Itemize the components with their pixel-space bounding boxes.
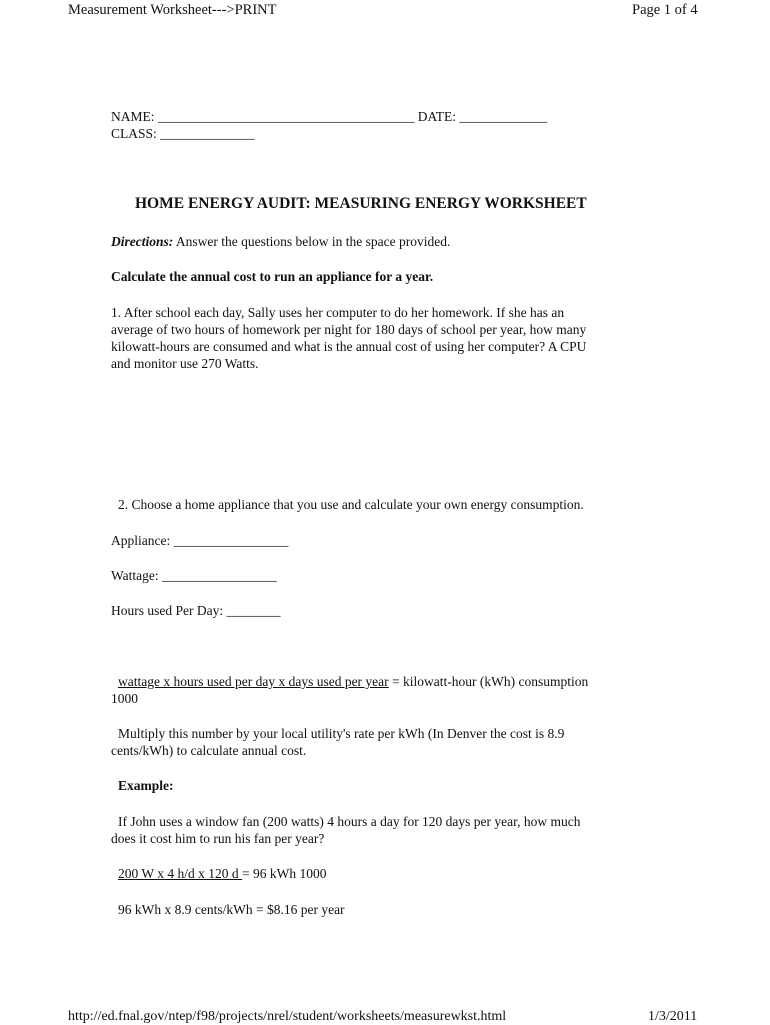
header-left: Measurement Worksheet--->PRINT — [68, 2, 277, 18]
formula-result: = kilowatt-hour (kWh) consumption — [388, 674, 589, 689]
wattage-field: Wattage: _________________ — [111, 568, 277, 583]
formula-denominator: 1000 — [111, 691, 138, 706]
example-calc-numerator: 200 W x 4 h/d x 120 d — [118, 866, 243, 881]
example-calc-1 — [118, 865, 327, 882]
name-date-line: NAME: ______________________________________ DATE: _____________ — [111, 109, 548, 124]
multiply-instruction: Multiply this number by your local utility's rate per kWh (In Denver the cost is 8.9 — [118, 726, 565, 741]
question-1-line: and monitor use 270 Watts. — [111, 356, 259, 371]
header-page-number: Page 1 of 4 — [632, 2, 698, 18]
question-1-line: average of two hours of homework per night for 180 days of school per year, how many — [111, 322, 587, 337]
directions-label: Directions: — [111, 234, 174, 249]
directions-text: Answer the questions below in the space provided. — [173, 234, 451, 249]
question-2: 2. Choose a home appliance that you use and calculate your own energy consumption. — [118, 497, 584, 512]
example-calc-2: 96 kWh x 8.9 cents/kWh = $8.16 per year — [118, 902, 345, 917]
footer-date: 1/3/2011 — [648, 1009, 698, 1024]
example-calc-result: = 96 kWh 1000 — [242, 866, 327, 881]
appliance-field: Appliance: _________________ — [111, 533, 289, 548]
footer-url: http://ed.fnal.gov/ntep/f98/projects/nrel/student/worksheets/measurewkst.html — [68, 1009, 507, 1024]
formula-numerator: wattage x hours used per day x days used per year — [118, 674, 389, 689]
question-1 — [111, 304, 586, 372]
question-1-line: 1. After school each day, Sally uses her computer to do her homework. If she has an — [111, 305, 565, 320]
multiply-instruction-cont: cents/kWh) to calculate annual cost. — [111, 743, 307, 758]
example-label: Example: — [118, 778, 174, 793]
hours-field: Hours used Per Day: ________ — [111, 603, 281, 618]
question-1-line: kilowatt-hours are consumed and what is the annual cost of using her computer? A CPU — [111, 339, 587, 354]
page-title: HOME ENERGY AUDIT: MEASURING ENERGY WORKSHEET — [135, 195, 587, 212]
example-question: If John uses a window fan (200 watts) 4 hours a day for 120 days per year, how much — [118, 814, 581, 829]
section-heading: Calculate the annual cost to run an appliance for a year. — [111, 269, 434, 284]
example-question-cont: does it cost him to run his fan per year? — [111, 831, 325, 846]
directions — [111, 233, 450, 250]
class-line: CLASS: ______________ — [111, 126, 255, 141]
formula — [118, 673, 588, 690]
